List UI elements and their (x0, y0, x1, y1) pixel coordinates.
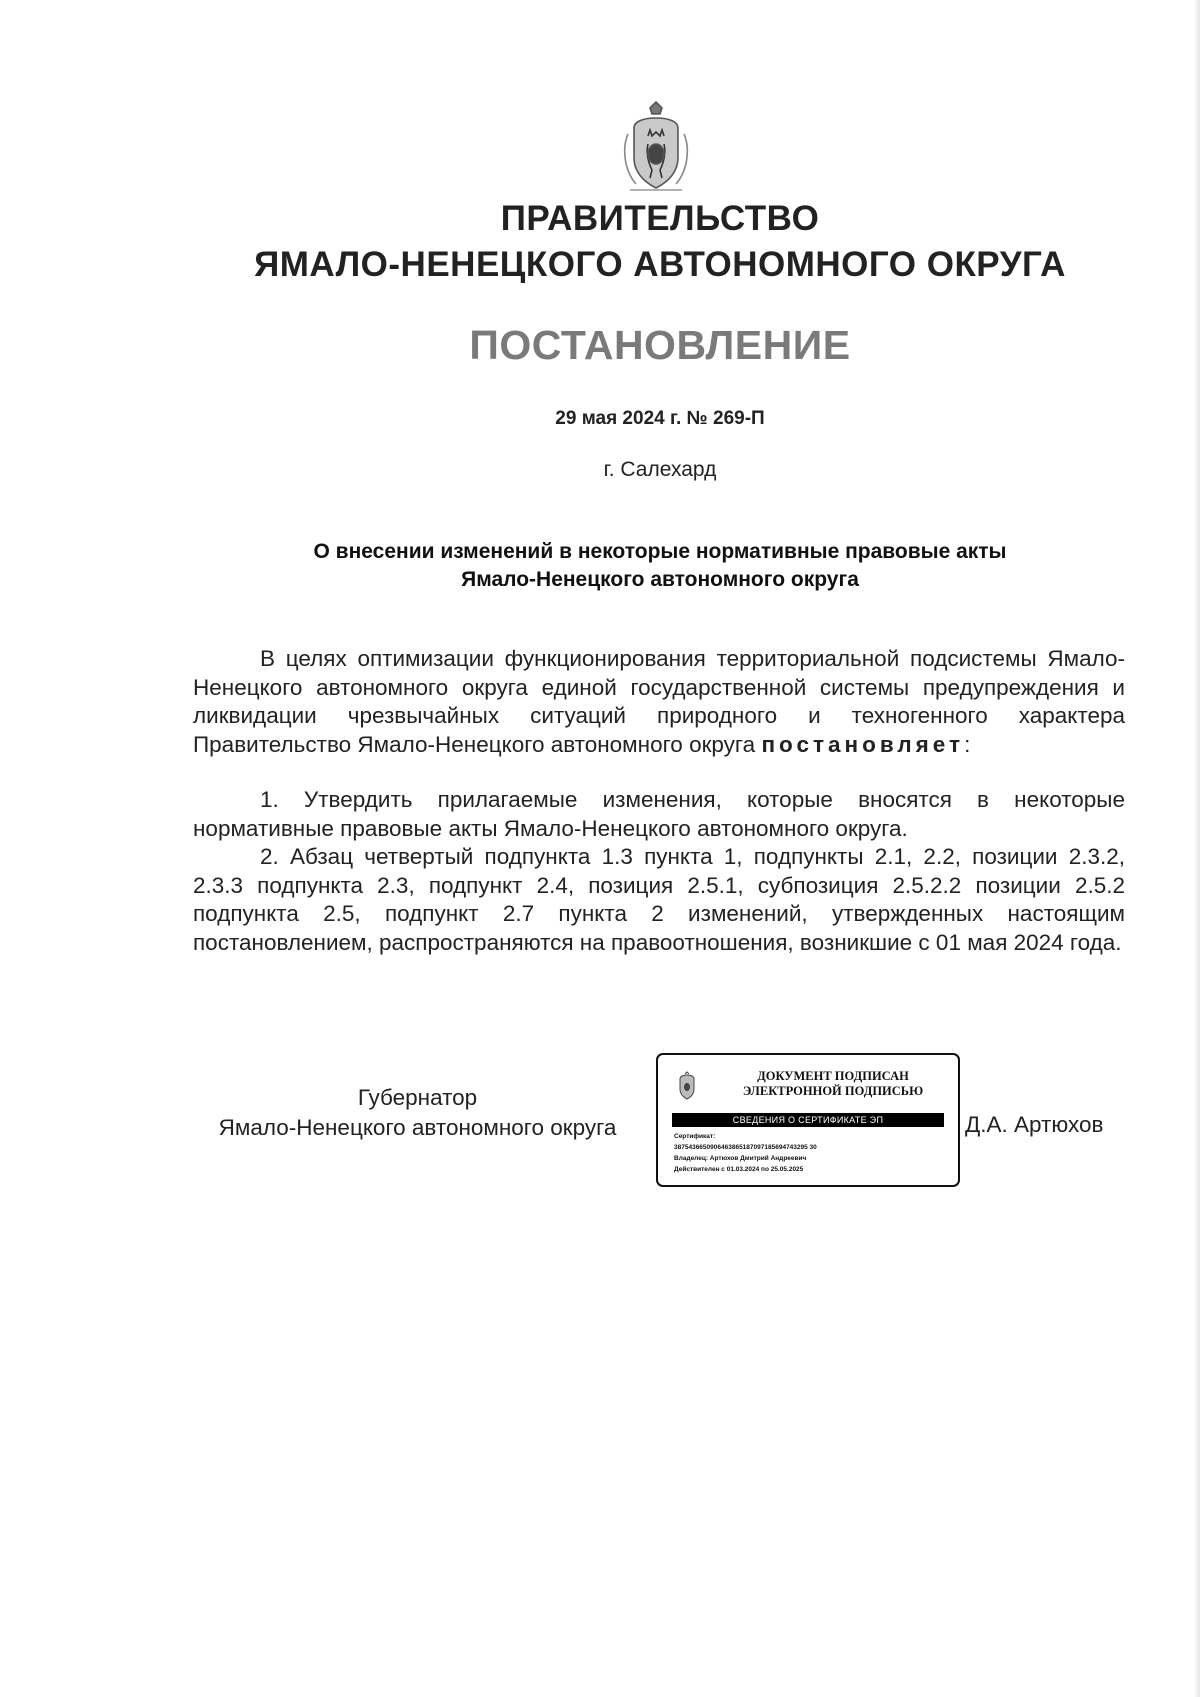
electronic-signature-stamp (656, 1053, 960, 1187)
resolves-colon: : (964, 731, 971, 757)
preamble-paragraph (193, 645, 1125, 759)
government-title-line1: ПРАВИТЕЛЬСТВО (500, 199, 820, 238)
subject-line2: Ямало-Ненецкого автономного округа (461, 568, 859, 591)
item-1-paragraph: 1. Утвердить прилагаемые изменения, которые вносятся в некоторые нормативные правовые акты Ямало-Ненецкого автономного округа. (193, 787, 1125, 841)
document-type: ПОСТАНОВЛЕНИЕ (469, 322, 851, 368)
stamp-title (718, 1069, 948, 1099)
stamp-cert-number: 3875436650906463865187097185694743295 30 (674, 1144, 817, 1151)
signatory-name: Д.А. Артюхов (965, 1112, 1104, 1137)
stamp-certificate-details (674, 1131, 950, 1175)
document-body (193, 645, 1125, 957)
document-date-number: 29 мая 2024 г. № 269-П (555, 408, 765, 429)
signatory-position-line1: Губернатор (357, 1085, 478, 1110)
coat-of-arms-yamal-icon (620, 100, 692, 196)
government-title (0, 196, 1200, 288)
document-subject (200, 538, 1120, 594)
stamp-owner: Владелец: Артюхов Дмитрий Андреевич (674, 1155, 807, 1162)
signatory-position (190, 1083, 645, 1143)
preamble-text: В целях оптимизации функционирования территориальной подсистемы Ямало-Ненецкого автономного округа единой государственной системы предупреждения и ликвидации чрезвычайных ситуаций природного и техногенного характера Правительство Ямало-Ненецкого автономного округа (193, 646, 1125, 757)
stamp-title-line1: ДОКУМЕНТ ПОДПИСАН (757, 1069, 909, 1083)
subject-line1: О внесении изменений в некоторые нормативные правовые акты (313, 540, 1007, 563)
signatory-position-line2: Ямало-Ненецкого автономного округа (218, 1115, 617, 1140)
item-2-paragraph: 2. Абзац четвертый подпункта 1.3 пункта 1, подпункты 2.1, 2.2, позиции 2.3.2, 2.3.3 подпункта 2.3, подпункт 2.4, позиция 2.5.1, субпозиция 2.5.2.2 позиции 2.5.2 подпункта 2.5, подпункт 2.7 пункта 2 изменений, утвержденных настоящим постановлением, распространяются на правоотношения, возникшие с 01 мая 2024 года. (193, 844, 1125, 955)
stamp-certificate-bar: СВЕДЕНИЯ О СЕРТИФИКАТЕ ЭП (672, 1113, 944, 1127)
coat-of-arms-small-icon (676, 1071, 698, 1101)
document-city: г. Салехард (603, 458, 717, 481)
stamp-validity: Действителен с 01.03.2024 по 25.05.2025 (674, 1166, 804, 1173)
stamp-cert-label: Сертификат: (674, 1133, 716, 1140)
government-title-line2: ЯМАЛО-НЕНЕЦКОГО АВТОНОМНОГО ОКРУГА (254, 245, 1066, 284)
stamp-title-line2: ЭЛЕКТРОННОЙ ПОДПИСЬЮ (742, 1084, 924, 1098)
resolves-word: постановляет (761, 731, 965, 757)
